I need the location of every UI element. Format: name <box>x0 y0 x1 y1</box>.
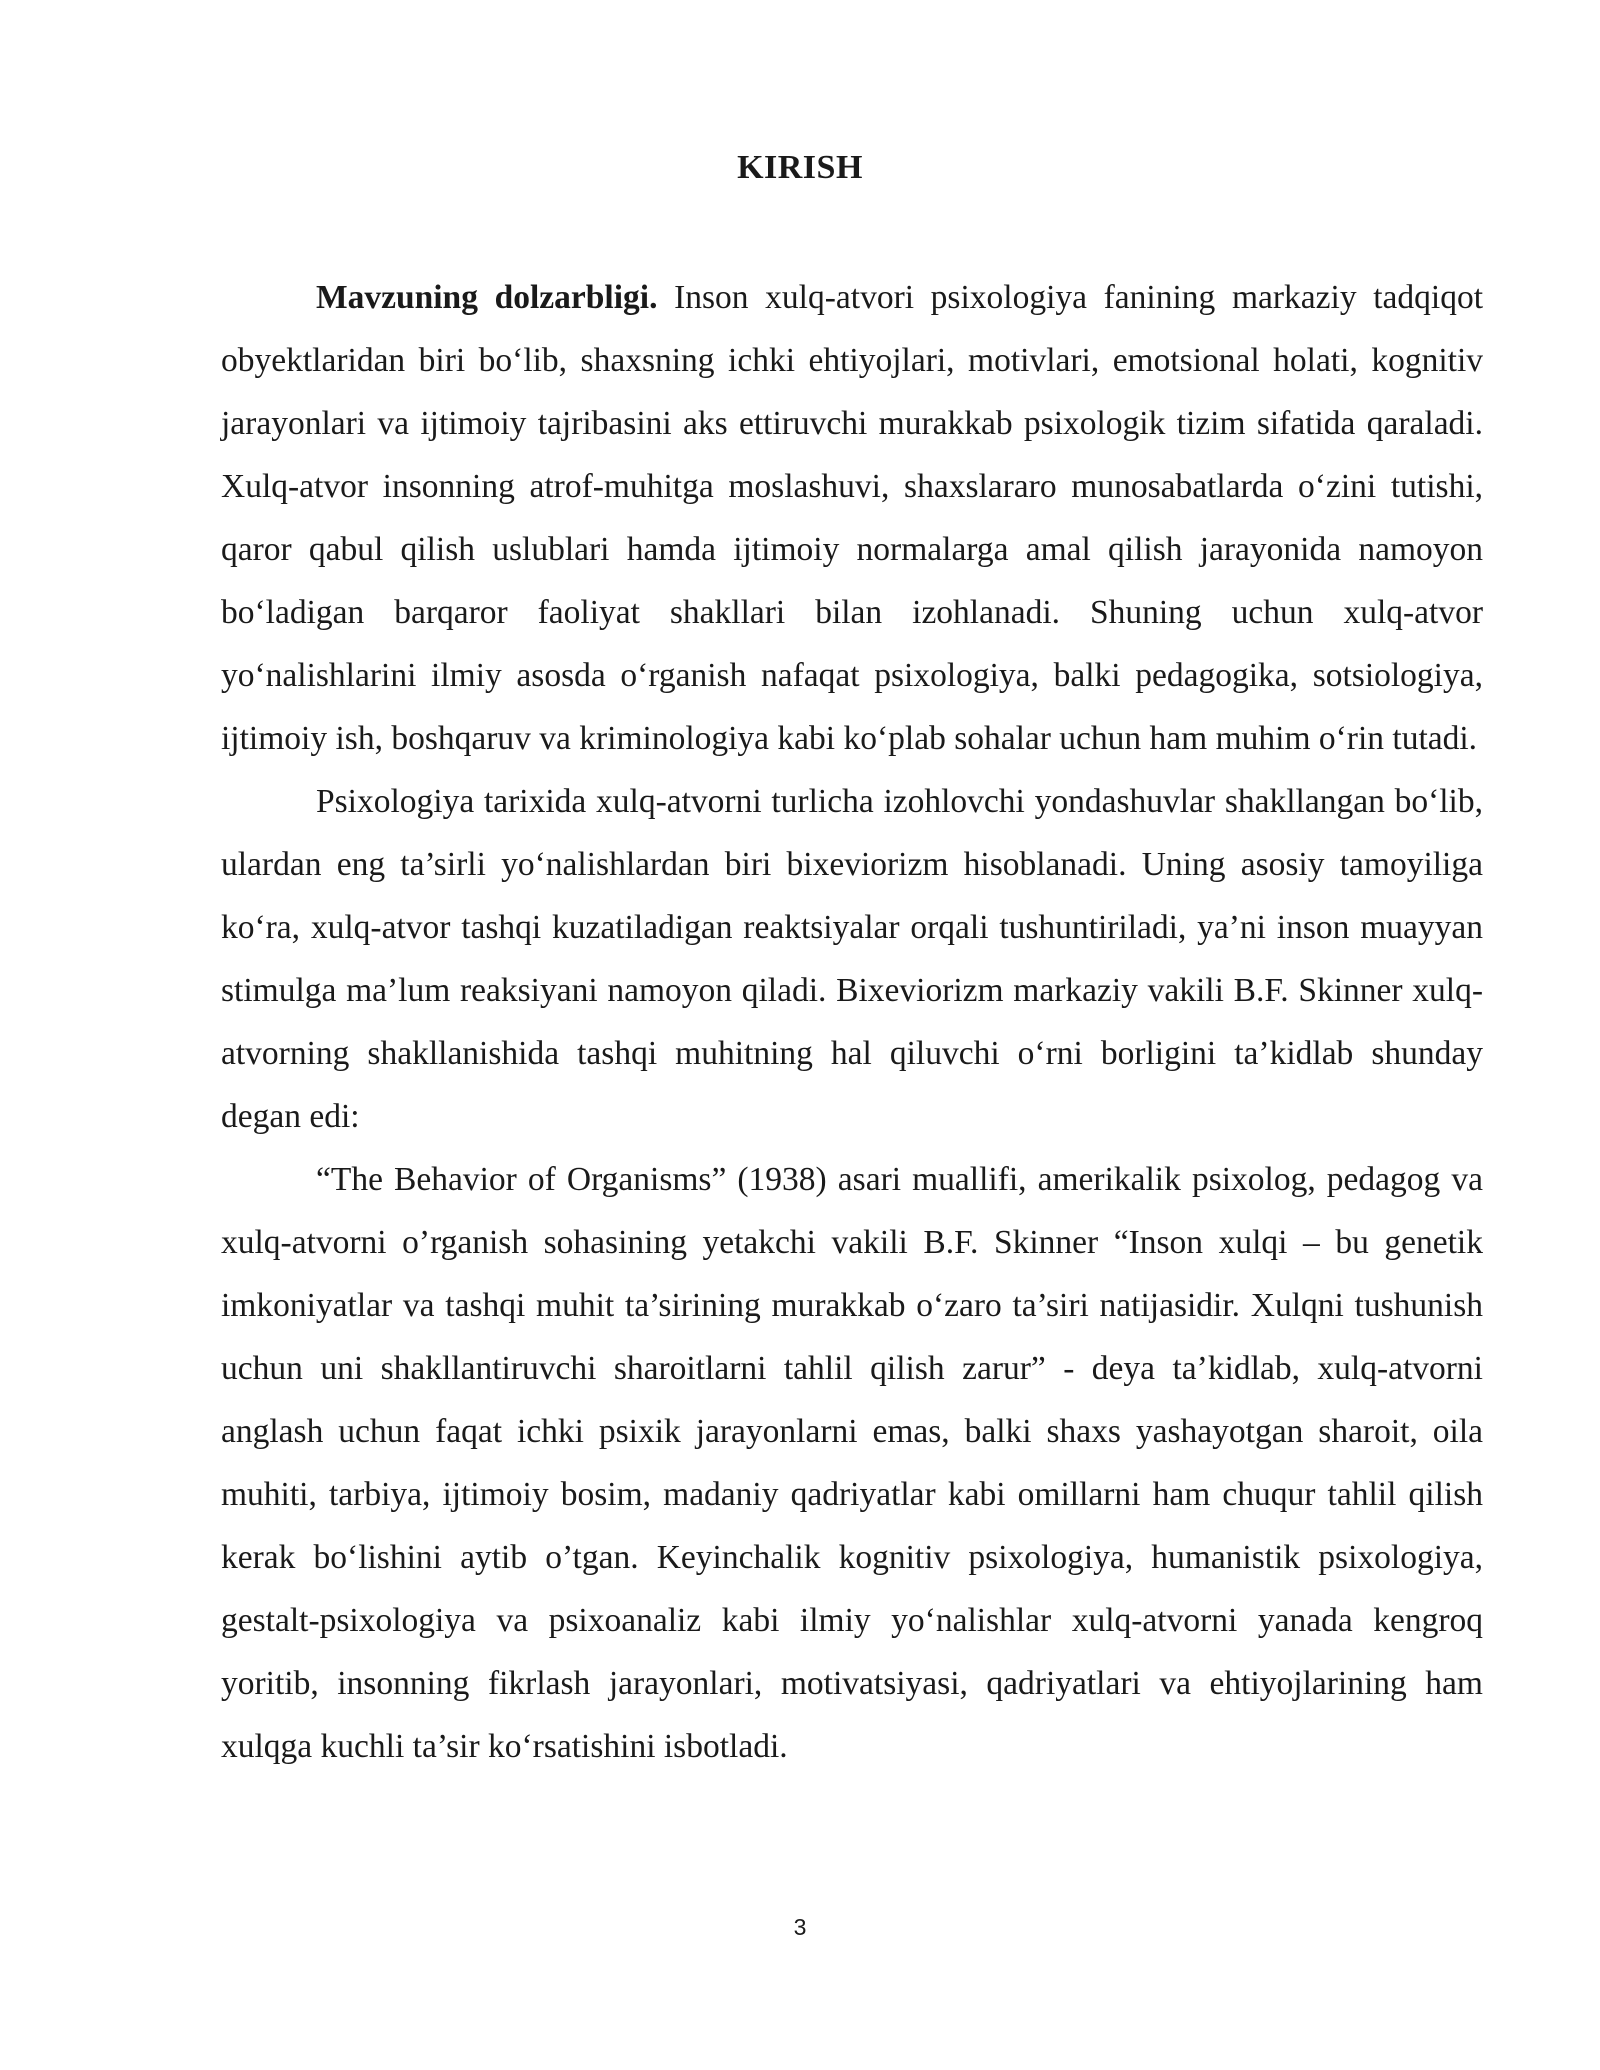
body-text <box>221 266 1483 1778</box>
paragraph-text: Psixologiya tarixida xulq-atvorni turlicha izohlovchi yondashuvlar shakllangan bo‘lib, ulardan eng ta’sirli yo‘nalishlardan biri bixeviorizm hisoblanadi. Uning asosiy tamoyiliga ko‘ra, xulq-atvor tashqi kuzatiladigan reaktsiyalar orqali tushuntiriladi, ya’ni inson muayyan stimulga ma’lum reaksiyani namoyon qiladi. Bixeviorizm markaziy vakili B.F. Skinner xulq-atvorning shakllanishida tashqi muhitning hal qiluvchi o‘rni borligini ta’kidlab shunday degan edi: <box>221 783 1483 1135</box>
paragraph-lead: Mavzuning dolzarbligi. <box>316 279 658 316</box>
paragraph-relevance <box>221 266 1483 770</box>
paragraph-skinner-quote <box>221 1148 1483 1778</box>
paragraph-behaviorism <box>221 770 1483 1148</box>
paragraph-text: Inson xulq-atvori psixologiya fanining markaziy tadqiqot obyektlaridan biri bo‘lib, shaxsning ichki ehtiyojlari, motivlari, emotsional holati, kognitiv jarayonlari va ijtimoiy tajribasini aks ettiruvchi murakkab psixologik tizim sifatida qaraladi. Xulq-atvor insonning atrof-muhitga moslashuvi, shaxslararo munosabatlarda o‘zini tutishi, qaror qabul qilish uslublari hamda ijtimoiy normalarga amal qilish jarayonida namoyon bo‘ladigan barqaror faoliyat shakllari bilan izohlanadi. Shuning uchun xulq-atvor yo‘nalishlarini ilmiy asosda o‘rganish nafaqat psixologiya, balki pedagogika, sotsiologiya, ijtimoiy ish, boshqaruv va kriminologiya kabi ko‘plab sohalar uchun ham muhim o‘rin tutadi. <box>221 279 1484 757</box>
section-title: KIRISH <box>737 149 863 186</box>
page-number: 3 <box>793 1914 807 1940</box>
paragraph-text: “The Behavior of Organisms” (1938) asari muallifi, amerikalik psixolog, pedagog va xulq-atvorni o’rganish sohasining yetakchi vakili B.F. Skinner “Inson xulqi – bu genetik imkoniyatlar va tashqi muhit ta’sirining murakkab o‘zaro ta’siri natijasidir. Xulqni tushunish uchun uni shakllantiruvchi sharoitlarni tahlil qilish zarur” - deya ta’kidlab, xulq-atvorni anglash uchun faqat ichki psixik jarayonlarni emas, balki shaxs yashayotgan sharoit, oila muhiti, tarbiya, ijtimoiy bosim, madaniy qadriyatlar kabi omillarni ham chuqur tahlil qilish kerak bo‘lishini aytib o’tgan. Keyinchalik kognitiv psixologiya, humanistik psixologiya, gestalt-psixologiya va psixoanaliz kabi ilmiy yo‘nalishlar xulq-atvorni yanada kengroq yoritib, insonning fikrlash jarayonlari, motivatsiyasi, qadriyatlari va ehtiyojlarining ham xulqga kuchli ta’sir ko‘rsatishini isbotladi. <box>221 1161 1483 1765</box>
